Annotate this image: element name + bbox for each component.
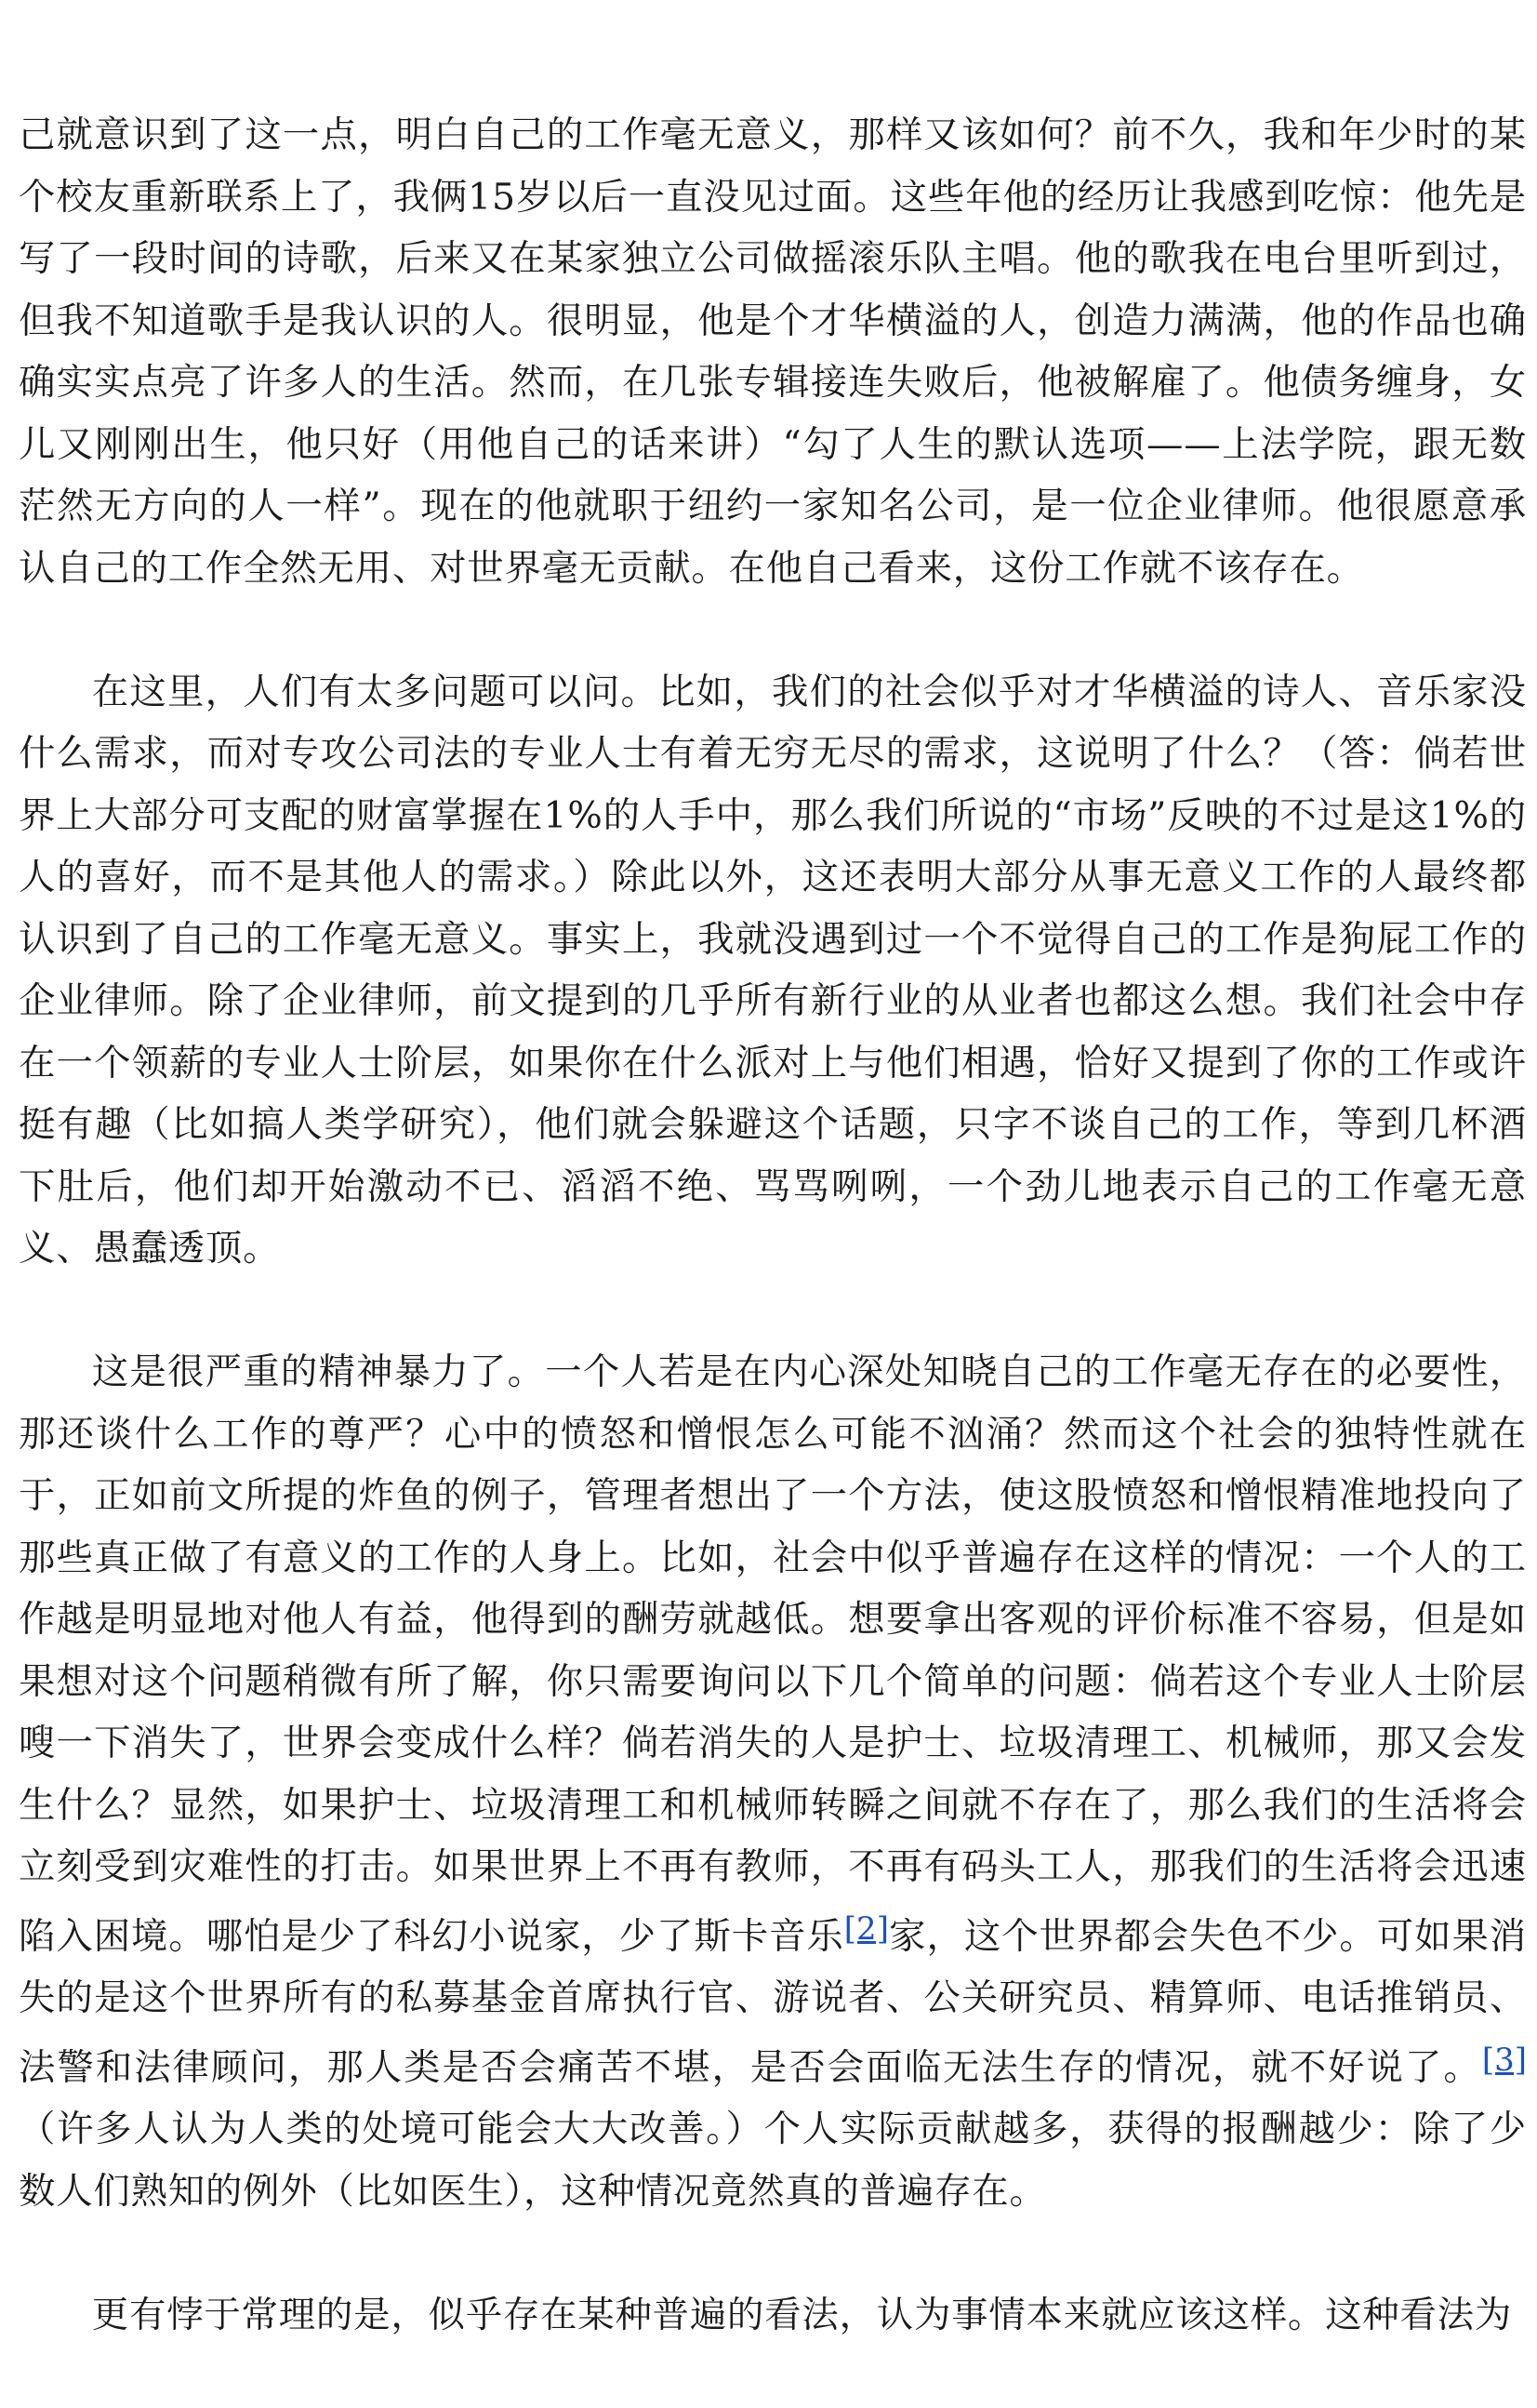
footnote-link-3[interactable]: [3] [1481,2041,1527,2079]
footnote-link-2[interactable]: [2] [843,1909,889,1948]
paragraph-1 [19,104,1527,599]
document-body [19,104,1527,2408]
paragraph-4 [19,2284,1527,2347]
paragraph-3 [19,1341,1527,2222]
paragraph-1-text: 己就意识到了这一点，明白自己的工作毫无意义，那样又该如何？前不久，我和年少时的某个校友重新联系上了，我俩15岁以后一直没见过面。这些年他的经历让我感到吃惊：他先是写了一段时间的诗歌，后来又在某家独立公司做摇滚乐队主唱。他的歌我在电台里听到过，但我不知道歌手是我认识的人。很明显，他是个才华横溢的人，创造力满满，他的作品也确确实实点亮了许多人的生活。然而，在几张专辑接连失败后，他被解雇了。他债务缠身，女儿又刚刚出生，他只好（用他自己的话来讲）“勾了人生的默认选项——上法学院，跟无数茫然无方向的人一样”。现在的他就职于纽约一家知名公司，是一位企业律师。他很愿意承认自己的工作全然无用、对世界毫无贡献。在他自己看来，这份工作就不该存在。 [19,113,1527,590]
paragraph-2-text: 在这里，人们有太多问题可以问。比如，我们的社会似乎对才华横溢的诗人、音乐家没什么需求，而对专攻公司法的专业人士有着无穷无尽的需求，这说明了什么？（答：倘若世界上大部分可支配的财富掌握在1%的人手中，那么我们所说的“市场”反映的不过是这1%的人的喜好，而不是其他人的需求。）除此以外，这还表明大部分从事无意义工作的人最终都认识到了自己的工作毫无意义。事实上，我就没遇到过一个不觉得自己的工作是狗屁工作的企业律师。除了企业律师，前文提到的几乎所有新行业的从业者也都这么想。我们社会中存在一个领薪的专业人士阶层，如果你在什么派对上与他们相遇，恰好又提到了你的工作或许挺有趣（比如搞人类学研究），他们就会躲避这个话题，只字不谈自己的工作，等到几杯酒下肚后，他们却开始激动不已、滔滔不绝、骂骂咧咧，一个劲儿地表示自己的工作毫无意义、愚蠢透顶。 [19,670,1527,1270]
paragraph-3-text-b: 家，这个世界都会失色不少。可如果消失的是这个世界所有的私募基金首席执行官、游说者、公关研究员、精算师、电话推销员、法警和法律顾问，那人类是否会痛苦不堪，是否会面临无法生存的情况，就不好说了。 [19,1914,1527,2089]
paragraph-3-text-a: 这是很严重的精神暴力了。一个人若是在内心深处知晓自己的工作毫无存在的必要性，那还谈什么工作的尊严？心中的愤怒和憎恨怎么可能不汹涌？然而这个社会的独特性就在于，正如前文所提的炸鱼的例子，管理者想出了一个方法，使这股愤怒和憎恨精准地投向了那些真正做了有意义的工作的人身上。比如，社会中似乎普遍存在这样的情况：一个人的工作越是明显地对他人有益，他得到的酬劳就越低。想要拿出客观的评价标准不容易，但是如果想对这个问题稍微有所了解，你只需要询问以下几个简单的问题：倘若这个专业人士阶层嗖一下消失了，世界会变成什么样？倘若消失的人是护士、垃圾清理工、机械师，那又会发生什么？显然，如果护士、垃圾清理工和机械师转瞬之间就不存在了，那么我们的生活将会立刻受到灾难性的打击。如果世界上不再有教师，不再有码头工人，那我们的生活将会迅速陷入困境。哪怕是少了科幻小说家，少了斯卡音乐 [19,1350,1527,1958]
paragraph-4-text: 更有悖于常理的是，似乎存在某种普遍的看法，认为事情本来就应该这样。这种看法为 [91,2293,1513,2336]
paragraph-3-text-c: （许多人认为人类的处境可能会大大改善。）个人实际贡献越多，获得的报酬越少：除了少数人们熟知的例外（比如医生），这种情况竟然真的普遍存在。 [19,2108,1527,2213]
paragraph-2 [19,661,1527,1280]
